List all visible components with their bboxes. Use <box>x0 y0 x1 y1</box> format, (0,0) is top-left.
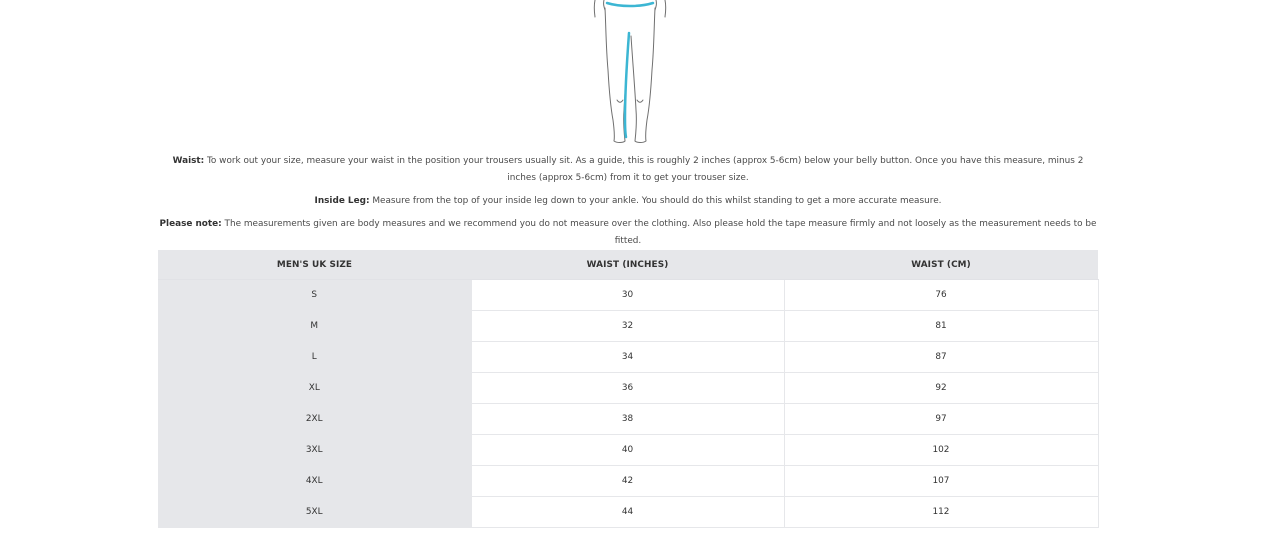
waist-cm-cell: 87 <box>784 342 1098 373</box>
header-size: MEN'S UK SIZE <box>158 250 471 280</box>
table-row <box>158 404 1098 435</box>
waist-inches-cell: 34 <box>471 342 784 373</box>
inside-leg-text: Measure from the top of your inside leg down to your ankle. You should do this whilst standing to get a more accurate measure. <box>369 196 942 206</box>
size-cell: 2XL <box>158 404 471 435</box>
size-cell: S <box>158 280 471 311</box>
note-text: The measurements given are body measures and we recommend you do not measure over the clothing. Also please hold the tape measure firmly and not loosely as the measurement needs to be fitted. <box>221 219 1097 246</box>
header-waist-inches: WAIST (INCHES) <box>471 250 784 280</box>
waist-inches-cell: 42 <box>471 466 784 497</box>
table-row <box>158 342 1098 373</box>
waist-cm-cell: 102 <box>784 435 1098 466</box>
table-row <box>158 435 1098 466</box>
waist-cm-cell: 92 <box>784 373 1098 404</box>
waist-inches-cell: 38 <box>471 404 784 435</box>
waist-text: To work out your size, measure your waist in the position your trousers usually sit. As a guide, this is roughly 2 inches (approx 5-6cm) below your belly button. Once you have this measure, minus 2 inches (approx 5-6cm) from it to get your trouser size. <box>204 156 1084 183</box>
table-row <box>158 280 1098 311</box>
table-row <box>158 311 1098 342</box>
waist-label: Waist: <box>172 156 205 166</box>
waist-cm-cell: 97 <box>784 404 1098 435</box>
waist-cm-cell: 81 <box>784 311 1098 342</box>
table-row <box>158 466 1098 497</box>
inside-leg-instructions <box>158 193 1098 210</box>
waist-inches-cell: 36 <box>471 373 784 404</box>
size-cell: 5XL <box>158 497 471 528</box>
size-cell: XL <box>158 373 471 404</box>
waist-inches-cell: 30 <box>471 280 784 311</box>
size-cell: 4XL <box>158 466 471 497</box>
header-waist-cm: WAIST (CM) <box>784 250 1098 280</box>
waist-cm-cell: 76 <box>784 280 1098 311</box>
table-row <box>158 373 1098 404</box>
measurement-note <box>158 216 1098 250</box>
waist-cm-cell: 107 <box>784 466 1098 497</box>
table-header-row <box>158 250 1098 280</box>
size-cell: 3XL <box>158 435 471 466</box>
waist-instructions <box>158 153 1098 187</box>
waist-inches-cell: 40 <box>471 435 784 466</box>
waist-cm-cell: 112 <box>784 497 1098 528</box>
size-chart-table <box>158 250 1099 528</box>
waist-inches-cell: 44 <box>471 497 784 528</box>
table-row <box>158 497 1098 528</box>
note-label: Please note: <box>159 219 222 229</box>
waist-inches-cell: 32 <box>471 311 784 342</box>
size-cell: L <box>158 342 471 373</box>
body-measurement-figure-icon <box>580 0 680 150</box>
inside-leg-label: Inside Leg: <box>314 196 370 206</box>
size-cell: M <box>158 311 471 342</box>
